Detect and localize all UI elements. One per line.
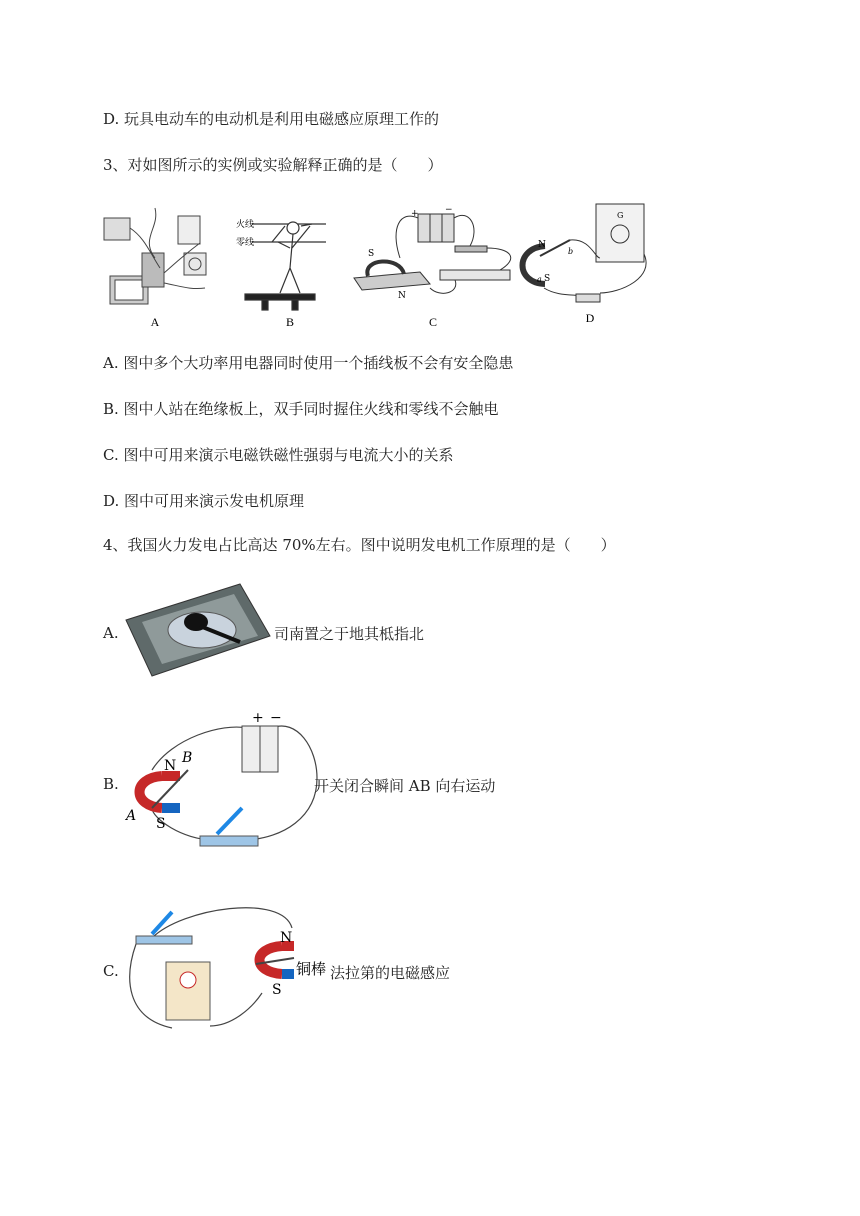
q4-option-c-induction-image	[122, 898, 332, 1050]
magnet-n: N	[164, 758, 177, 774]
rod-end-a: A	[126, 808, 137, 824]
q3-option-a: A. 图中多个大功率用电器同时使用一个插线板不会有安全隐患	[103, 354, 514, 372]
q4-option-a-sinan-image	[122, 580, 272, 680]
figure-c-n: N	[398, 291, 406, 301]
figure-c-electromagnet-circuit	[354, 214, 511, 293]
q4-option-b-caption: 开关闭合瞬间 AB 向右运动	[314, 777, 496, 795]
figure-c-plus: +	[411, 209, 419, 219]
figure-c-s: S	[368, 249, 375, 259]
figure-b-zero-line: 零线	[236, 238, 255, 248]
q4-stem: 4、我国火力发电占比高达 70%左右。图中说明发电机工作原理的是（ ）	[103, 536, 616, 554]
q3-option-c: C. 图中可用来演示电磁铁磁性强弱与电流大小的关系	[103, 446, 454, 464]
figure-b-label: B	[285, 315, 295, 329]
magnet-s: S	[272, 982, 282, 998]
battery-plus: +	[252, 710, 264, 726]
figure-a-label: A	[150, 315, 160, 329]
figure-d-b: b	[568, 247, 574, 256]
q3-option-d: D. 图中可用来演示发电机原理	[103, 492, 305, 510]
rod-end-b: B	[182, 750, 193, 766]
q3-stem: 3、对如图所示的实例或实验解释正确的是（ ）	[103, 156, 443, 174]
q4-option-c-letter: C.	[103, 962, 119, 980]
q4-option-b-letter: B.	[103, 775, 119, 793]
figure-d-a: a	[537, 275, 542, 284]
q4-option-b-circuit-image	[122, 708, 322, 860]
figure-a-appliances	[104, 208, 206, 304]
q3-figure	[100, 198, 660, 333]
q2-option-d: D. 玩具电动车的电动机是利用电磁感应原理工作的	[103, 110, 440, 128]
figure-c-minus: −	[445, 205, 453, 215]
copper-rod-label: 铜棒	[296, 960, 327, 978]
magnet-s: S	[156, 816, 166, 832]
figure-d-label: D	[585, 311, 595, 325]
figure-d-s: S	[544, 274, 551, 284]
figure-b-person-on-board	[245, 222, 326, 310]
figure-d-g: G	[617, 211, 624, 220]
magnet-n: N	[280, 930, 293, 946]
figure-c-label: C	[428, 315, 438, 329]
q4-option-a-letter: A.	[103, 624, 119, 642]
q3-option-b: B. 图中人站在绝缘板上，双手同时握住火线和零线不会触电	[103, 400, 499, 418]
q4-option-c-caption: 法拉第的电磁感应	[330, 964, 451, 982]
figure-b-fire-line: 火线	[236, 220, 255, 230]
figure-d-n: N	[538, 240, 546, 250]
battery-minus: −	[270, 710, 282, 726]
q4-option-a-caption: 司南置之于地其柢指北	[274, 625, 425, 643]
figure-d-generator-experiment	[523, 204, 647, 302]
